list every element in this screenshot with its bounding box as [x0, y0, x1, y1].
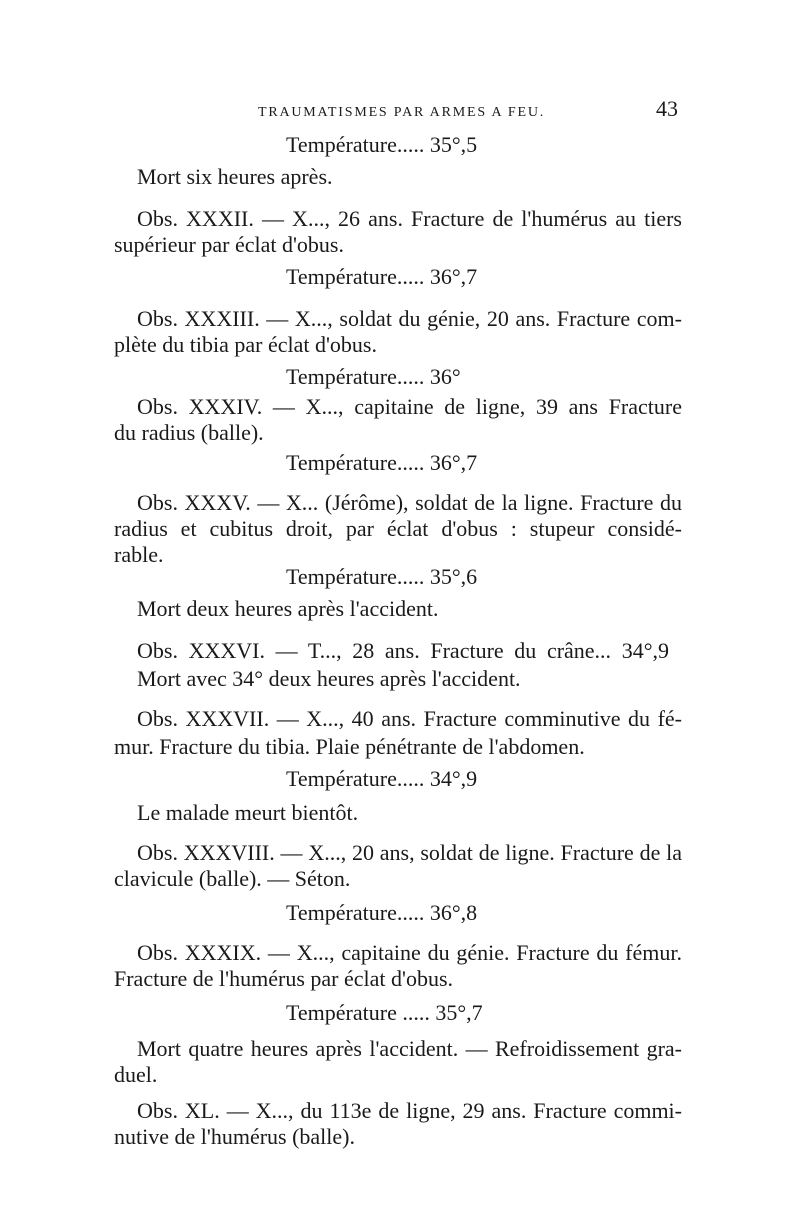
text-line: radius et cubitus droit, par éclat d'obus : stupeur considé- [114, 516, 682, 541]
observation-line: Obs. XL. — X..., du 113e de ligne, 29 ans. Fracture commi- [137, 1098, 682, 1123]
observation-line: Obs. XXXIII. — X..., soldat du génie, 20 ans. Fracture com- [137, 306, 682, 331]
temperature-line: Température..... 34°,9 [286, 766, 478, 791]
temperature-line: Température..... 36°,7 [286, 264, 478, 289]
observation-line: Obs. XXXIX. — X..., capitaine du génie. Fracture du fémur. [137, 940, 682, 965]
observation-line: Obs. XXXVI. — T..., 28 ans. Fracture du crâne... 34°,9 [137, 638, 669, 663]
temperature-line: Température..... 36°,7 [286, 450, 478, 475]
text-line: Mort deux heures après l'accident. [137, 596, 439, 621]
observation-line: Obs. XXXVII. — X..., 40 ans. Fracture comminutive du fé- [137, 706, 682, 731]
observation-line: Obs. XXXII. — X..., 26 ans. Fracture de l'humérus au tiers [137, 206, 682, 231]
observation-line: Obs. XXXV. — X... (Jérôme), soldat de la ligne. Fracture du [137, 490, 682, 515]
text-line: plète du tibia par éclat d'obus. [114, 332, 377, 357]
text-line: Mort six heures après. [137, 164, 333, 189]
text-line: Mort avec 34° deux heures après l'accident. [137, 666, 521, 691]
text-line: Fracture de l'humérus par éclat d'obus. [114, 966, 454, 991]
observation-line: Obs. XXXIV. — X..., capitaine de ligne, 39 ans Fracture [137, 394, 682, 419]
text-line: Mort quatre heures après l'accident. — Refroidissement gra- [137, 1036, 682, 1061]
page-number: 43 [656, 96, 678, 121]
text-line: duel. [114, 1062, 158, 1087]
observation-line: Obs. XXXVIII. — X..., 20 ans, soldat de ligne. Fracture de la [137, 840, 682, 865]
text-line: mur. Fracture du tibia. Plaie pénétrante de l'abdomen. [114, 734, 585, 759]
text-line: rable. [114, 542, 164, 567]
temperature-line: Température ..... 35°,7 [286, 1000, 483, 1025]
temperature-line: Température..... 35°,6 [286, 564, 478, 589]
text-line: clavicule (balle). — Séton. [114, 866, 351, 891]
text-line: du radius (balle). [114, 420, 264, 445]
temperature-line: Température..... 35°,5 [286, 132, 478, 157]
temperature-line: Température..... 36°,8 [286, 900, 478, 925]
temperature-line: Température..... 36° [286, 364, 461, 389]
running-title: TRAUMATISMES PAR ARMES A FEU. [258, 105, 546, 120]
text-line: Le malade meurt bientôt. [137, 800, 359, 825]
text-line: supérieur par éclat d'obus. [114, 232, 344, 257]
text-line: nutive de l'humérus (balle). [114, 1124, 356, 1149]
